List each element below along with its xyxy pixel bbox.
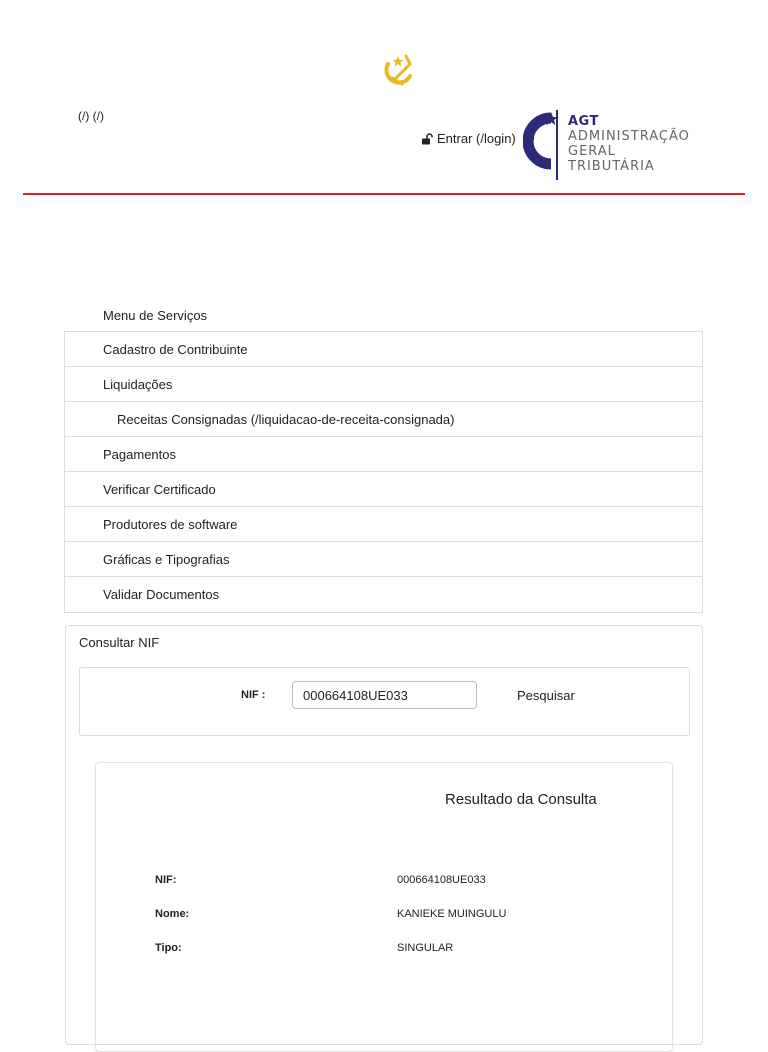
result-nome-label: Nome: bbox=[155, 908, 190, 920]
menu-item-cadastro[interactable]: Cadastro de Contribuinte bbox=[65, 332, 702, 367]
menu-item-receitas-consignadas[interactable]: Receitas Consignadas (/liquidacao-de-receita-consignada) bbox=[65, 402, 702, 437]
angola-emblem-icon bbox=[382, 50, 416, 88]
agt-logo-line3: TRIBUTÁRIA bbox=[568, 159, 655, 174]
services-menu bbox=[64, 331, 703, 613]
agt-logo bbox=[523, 106, 703, 182]
login-link[interactable] bbox=[421, 131, 516, 146]
nif-input[interactable] bbox=[292, 681, 477, 709]
menu-item-pagamentos[interactable]: Pagamentos bbox=[65, 437, 702, 472]
result-tipo-value: SINGULAR bbox=[397, 942, 454, 954]
menu-title: Menu de Serviços bbox=[103, 308, 208, 323]
home-link[interactable]: (/) (/) bbox=[78, 109, 104, 123]
home-links[interactable] bbox=[78, 109, 104, 123]
search-button[interactable]: Pesquisar bbox=[517, 688, 575, 703]
menu-item-validar-documentos[interactable]: Validar Documentos bbox=[103, 587, 220, 602]
nif-search-form bbox=[79, 667, 690, 736]
panel-title: Consultar NIF bbox=[79, 635, 160, 650]
menu-item-produtores-software[interactable]: Produtores de software bbox=[65, 507, 702, 542]
result-nome-value: KANIEKE MUINGULU bbox=[397, 908, 507, 920]
agt-logo-short: AGT bbox=[568, 114, 599, 129]
agt-gear-icon bbox=[523, 106, 563, 182]
menu-item-liquidacoes[interactable]: Liquidações bbox=[65, 367, 702, 402]
result-nif-value: 000664108UE033 bbox=[397, 874, 486, 886]
login-label[interactable]: Entrar (/login) bbox=[437, 131, 516, 146]
menu-item-verificar-certificado[interactable]: Verificar Certificado bbox=[65, 472, 702, 507]
agt-logo-line2: GERAL bbox=[568, 144, 616, 159]
menu-item-graficas-tipografias[interactable]: Gráficas e Tipografias bbox=[65, 542, 702, 577]
result-card bbox=[95, 762, 673, 1052]
nif-label: NIF : bbox=[241, 689, 266, 701]
result-title: Resultado da Consulta bbox=[445, 791, 597, 808]
agt-logo-line1: ADMINISTRAÇÃO bbox=[568, 129, 690, 144]
result-tipo-label: Tipo: bbox=[155, 942, 182, 954]
consultar-nif-panel bbox=[65, 625, 703, 1045]
header-divider bbox=[23, 193, 745, 195]
result-nif-label: NIF: bbox=[155, 874, 177, 886]
unlock-icon bbox=[421, 133, 433, 145]
